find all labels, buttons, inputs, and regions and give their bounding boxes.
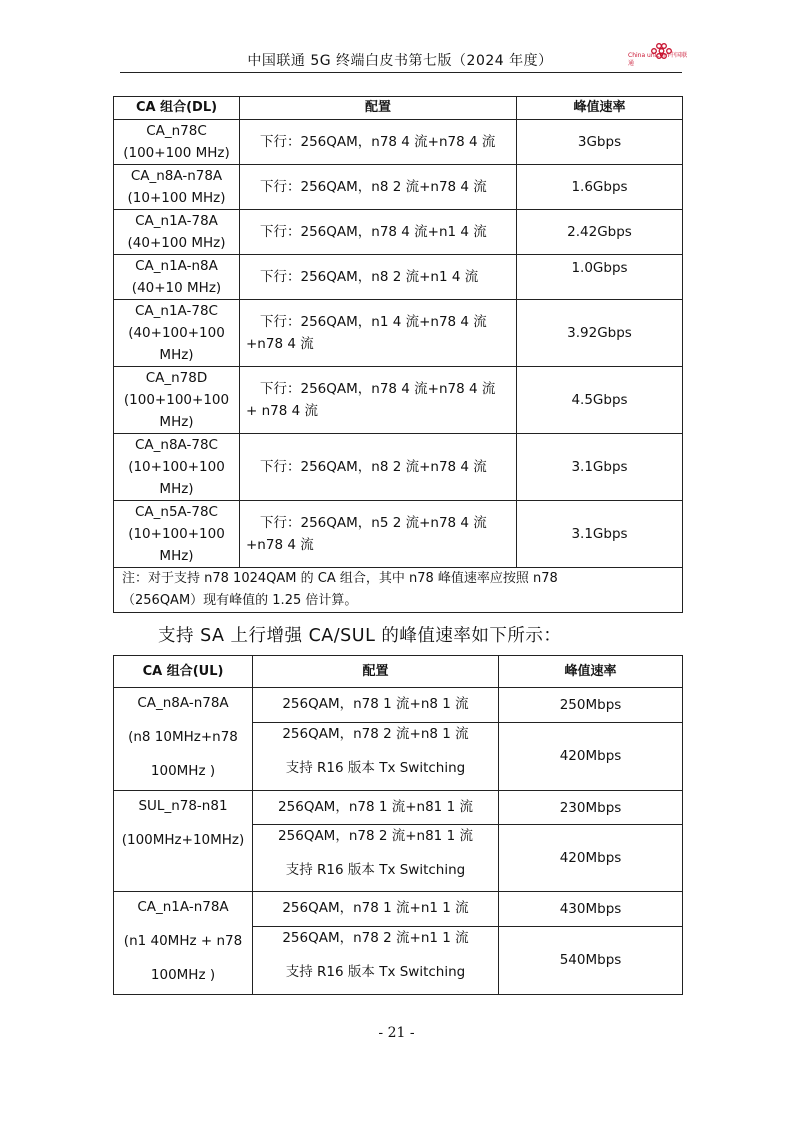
peak-rate-cell: 3.1Gbps <box>517 434 683 501</box>
table-row <box>114 501 683 568</box>
config-cell: 下行：256QAM，n8 2 流+n78 4 流 <box>240 165 517 210</box>
column-header: 峰值速率 <box>517 97 683 120</box>
config-cell: 下行：256QAM，n5 2 流+n78 4 流 +n78 4 流 <box>240 501 517 568</box>
ca-combination-cell: CA_n8A-n78A (n8 10MHz+n78 100MHz ) <box>114 688 253 791</box>
ca-combination-cell: SUL_n78-n81 (100MHz+10MHz) <box>114 791 253 892</box>
config-cell: 下行：256QAM，n78 4 流+n78 4 流 <box>240 120 517 165</box>
ca-combination-cell: CA_n1A-n8A (40+10 MHz) <box>114 255 240 300</box>
column-header: CA 组合(DL) <box>114 97 240 120</box>
config-cell: 下行：256QAM，n8 2 流+n78 4 流 <box>240 434 517 501</box>
peak-rate-cell: 230Mbps <box>499 791 683 825</box>
config-cell: 256QAM，n78 2 流+n81 1 流 支持 R16 版本 Tx Switching <box>253 825 499 892</box>
column-header: 配置 <box>240 97 517 120</box>
peak-rate-cell: 3.1Gbps <box>517 501 683 568</box>
column-header: 峰值速率 <box>499 656 683 688</box>
ca-combination-cell: CA_n78D (100+100+100 MHz) <box>114 367 240 434</box>
table-note-row <box>114 568 683 613</box>
table-row <box>114 165 683 210</box>
ca-combination-cell: CA_n8A-78C (10+100+100 MHz) <box>114 434 240 501</box>
peak-rate-cell: 3Gbps <box>517 120 683 165</box>
ca-combination-cell: CA_n8A-n78A (10+100 MHz) <box>114 165 240 210</box>
table-row <box>114 791 683 825</box>
peak-rate-cell: 4.5Gbps <box>517 367 683 434</box>
ca-combination-cell: CA_n5A-78C (10+100+100 MHz) <box>114 501 240 568</box>
config-cell: 下行：256QAM，n1 4 流+n78 4 流 +n78 4 流 <box>240 300 517 367</box>
config-cell: 256QAM，n78 1 流+n1 1 流 <box>253 892 499 927</box>
uplink-ca-table <box>113 655 683 995</box>
peak-rate-cell: 2.42Gbps <box>517 210 683 255</box>
peak-rate-cell: 430Mbps <box>499 892 683 927</box>
table-row <box>114 892 683 927</box>
ca-combination-cell: CA_n78C (100+100 MHz) <box>114 120 240 165</box>
table-header-row <box>114 97 683 120</box>
peak-rate-cell: 1.6Gbps <box>517 165 683 210</box>
table-row <box>114 688 683 723</box>
peak-rate-cell: 1.0Gbps <box>517 255 683 300</box>
column-header: 配置 <box>253 656 499 688</box>
ca-combination-cell: CA_n1A-n78A (n1 40MHz + n78 100MHz ) <box>114 892 253 995</box>
header-rule <box>120 72 682 73</box>
table-row <box>114 210 683 255</box>
table-row <box>114 255 683 300</box>
column-header: CA 组合(UL) <box>114 656 253 688</box>
config-cell: 256QAM，n78 2 流+n8 1 流 支持 R16 版本 Tx Switching <box>253 722 499 790</box>
logo-text: China unicom中国联通 <box>628 52 688 67</box>
section-heading: 支持 SA 上行增强 CA/SUL 的峰值速率如下所示： <box>158 626 562 646</box>
config-cell: 下行：256QAM，n78 4 流+n78 4 流 + n78 4 流 <box>240 367 517 434</box>
table-header-row <box>114 656 683 688</box>
table-note: 注：对于支持 n78 1024QAM 的 CA 组合，其中 n78 峰值速率应按照 n78 （256QAM）现有峰值的 1.25 倍计算。 <box>114 568 683 613</box>
table-row <box>114 367 683 434</box>
table-row <box>114 300 683 367</box>
config-cell: 下行：256QAM，n8 2 流+n1 4 流 <box>240 255 517 300</box>
peak-rate-cell: 250Mbps <box>499 688 683 723</box>
config-cell: 256QAM，n78 1 流+n81 1 流 <box>253 791 499 825</box>
header-title: 中国联通 5G 终端白皮书第七版（2024 年度） <box>247 53 553 69</box>
peak-rate-cell: 420Mbps <box>499 722 683 790</box>
downlink-ca-table <box>113 96 683 613</box>
config-cell: 下行：256QAM，n78 4 流+n1 4 流 <box>240 210 517 255</box>
peak-rate-cell: 420Mbps <box>499 825 683 892</box>
table-row <box>114 120 683 165</box>
config-cell: 256QAM，n78 2 流+n1 1 流 支持 R16 版本 Tx Switching <box>253 926 499 994</box>
peak-rate-cell: 540Mbps <box>499 926 683 994</box>
ca-combination-cell: CA_n1A-78A (40+100 MHz) <box>114 210 240 255</box>
ca-combination-cell: CA_n1A-78C (40+100+100 MHz) <box>114 300 240 367</box>
page-number: - 21 - <box>378 1025 415 1041</box>
peak-rate-cell: 3.92Gbps <box>517 300 683 367</box>
table-row <box>114 434 683 501</box>
config-cell: 256QAM，n78 1 流+n8 1 流 <box>253 688 499 723</box>
